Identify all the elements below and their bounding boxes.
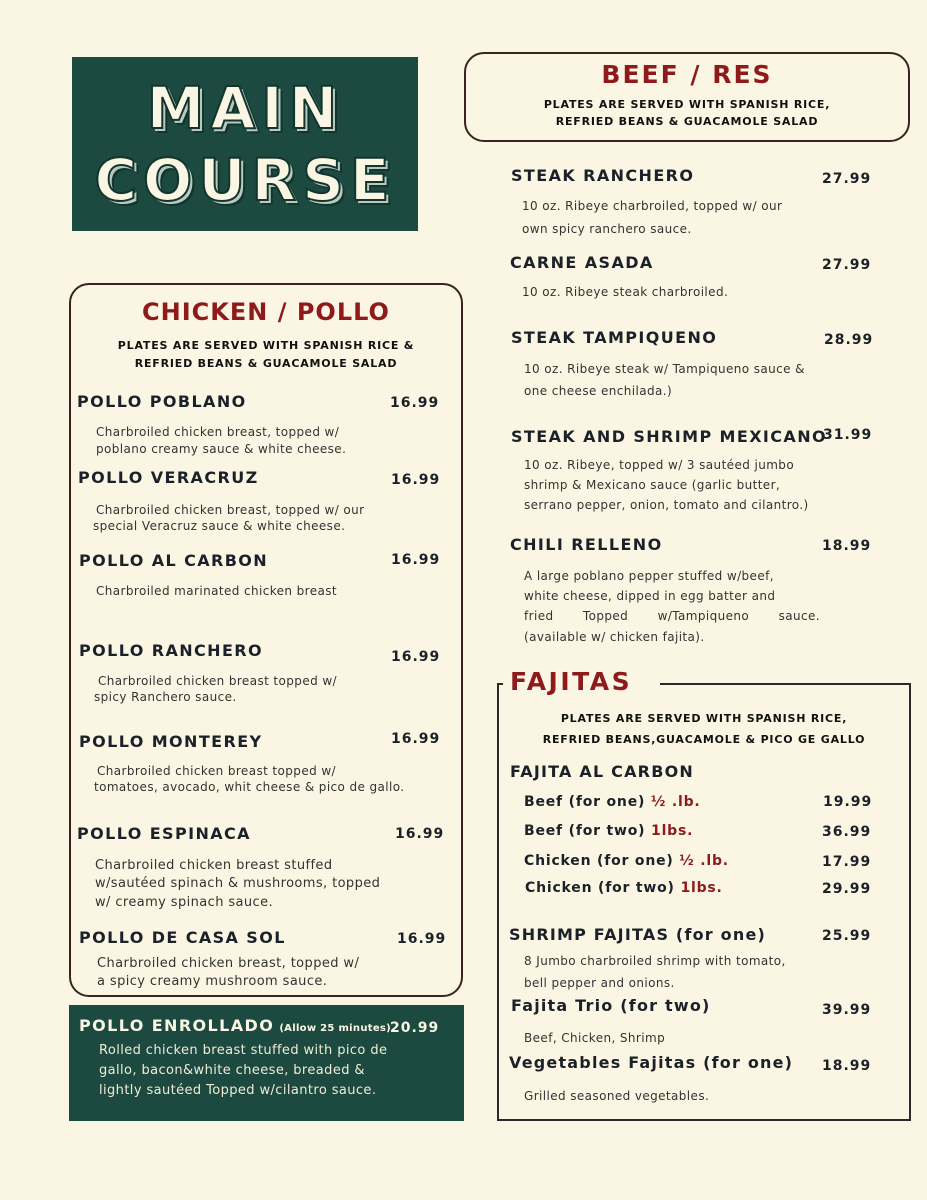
chicken-note-line-2: REFRIED BEANS & GUACAMOLE SALAD xyxy=(134,357,398,370)
fajita-option-label: Beef (for one) xyxy=(524,794,646,810)
menu-item-desc: Charbroiled chicken breast stuffed xyxy=(95,858,333,873)
fajitas-border-top-right xyxy=(660,683,911,685)
menu-item-name: POLLO POBLANO xyxy=(77,392,247,411)
menu-item-desc: Charbroiled chicken breast topped w/ xyxy=(98,674,337,688)
fajita-option-label: Chicken (for two) xyxy=(525,880,675,896)
menu-item-name: Vegetables Fajitas (for one) xyxy=(509,1053,794,1072)
menu-item-price: 29.99 xyxy=(822,881,872,897)
menu-item-desc: shrimp & Mexicano sauce (garlic butter, xyxy=(524,478,781,492)
chicken-title: CHICKEN / POLLO xyxy=(142,298,390,326)
menu-item-price: 16.99 xyxy=(391,472,441,488)
menu-item-price: 27.99 xyxy=(822,171,872,187)
menu-item-name: CARNE ASADA xyxy=(510,253,654,272)
fajita-option-qty: 1lbs. xyxy=(651,823,694,839)
fajita-option-label: Chicken (for one) xyxy=(524,853,674,869)
menu-item-name: POLLO DE CASA SOL xyxy=(79,928,286,947)
menu-item-name: POLLO AL CARBON xyxy=(79,551,269,570)
menu-item-desc: white cheese, dipped in egg batter and xyxy=(524,589,776,603)
menu-item-price: 31.99 xyxy=(823,427,873,443)
menu-item-price: 25.99 xyxy=(822,928,872,944)
menu-item-price: 39.99 xyxy=(822,1002,872,1018)
menu-item-desc: (available w/ chicken fajita). xyxy=(524,630,705,644)
menu-item-name: FAJITA AL CARBON xyxy=(510,762,694,781)
menu-item-desc: Charbroiled chicken breast, topped w/ xyxy=(97,956,360,971)
menu-item-desc: tomatoes, avocado, whit cheese & pico de gallo. xyxy=(94,780,405,794)
menu-item-price: 28.99 xyxy=(824,332,874,348)
menu-item-name: STEAK TAMPIQUENO xyxy=(511,328,718,347)
menu-item-desc: Charbroiled chicken breast, topped w/ our xyxy=(96,503,365,517)
menu-item-desc: 10 oz. Ribeye, topped w/ 3 sautéed jumbo xyxy=(524,458,795,472)
menu-item-name: Fajita Trio (for two) xyxy=(511,996,711,1015)
fajita-option xyxy=(525,880,723,896)
menu-item-name: POLLO ESPINACA xyxy=(77,824,251,843)
fajitas-title: FAJITAS xyxy=(506,667,636,696)
fajita-option-qty: ½ .lb. xyxy=(650,794,701,810)
menu-item-desc: bell pepper and onions. xyxy=(524,976,675,990)
menu-item-price: 17.99 xyxy=(822,854,872,870)
menu-item-price: 36.99 xyxy=(822,824,872,840)
title-line-1: MAIN xyxy=(146,74,344,142)
fajita-option xyxy=(524,853,729,869)
chicken-note-line-1: PLATES ARE SERVED WITH SPANISH RICE & xyxy=(117,339,415,352)
menu-item-name: STEAK RANCHERO xyxy=(511,166,695,185)
menu-item-desc: Rolled chicken breast stuffed with pico de xyxy=(99,1043,388,1058)
menu-item-price: 18.99 xyxy=(822,1058,872,1074)
menu-item-desc: 10 oz. Ribeye steak w/ Tampiqueno sauce & xyxy=(524,362,805,376)
menu-item-desc: one cheese enchilada.) xyxy=(524,384,673,398)
fajita-option xyxy=(524,794,701,810)
menu-item-desc: lightly sautéed Topped w/cilantro sauce. xyxy=(99,1083,377,1098)
menu-item-price: 27.99 xyxy=(822,257,872,273)
menu-item-price: 20.99 xyxy=(390,1020,440,1036)
menu-item-name: STEAK AND SHRIMP MEXICANO xyxy=(511,427,828,446)
beef-note-line-2: REFRIED BEANS & GUACAMOLE SALAD xyxy=(555,115,819,128)
menu-item-name: POLLO VERACRUZ xyxy=(78,468,259,487)
menu-item-name: CHILI RELLENO xyxy=(510,535,663,554)
fajita-option-label: Beef (for two) xyxy=(524,823,646,839)
menu-item-desc: fried Topped w/Tampiqueno sauce. xyxy=(524,609,820,623)
menu-item-name: POLLO RANCHERO xyxy=(79,641,263,660)
menu-item-name: POLLO MONTEREY xyxy=(79,732,263,751)
menu-item-desc: w/ creamy spinach sauce. xyxy=(95,895,274,910)
menu-item-price: 16.99 xyxy=(390,395,440,411)
fajita-option-qty: 1lbs. xyxy=(680,880,723,896)
beef-title: BEEF / RES xyxy=(601,60,773,89)
menu-item-name: SHRIMP FAJITAS (for one) xyxy=(509,925,767,944)
fajita-option-qty: ½ .lb. xyxy=(679,853,729,869)
menu-item-desc: poblano creamy sauce & white cheese. xyxy=(96,442,347,456)
pollo-enrollado-box xyxy=(69,1005,464,1121)
menu-item-desc: own spicy ranchero sauce. xyxy=(522,222,692,236)
menu-item-desc: Charbroiled chicken breast, topped w/ xyxy=(96,425,340,439)
menu-item-name: POLLO ENROLLADO xyxy=(79,1016,275,1035)
menu-item-desc: w/sautéed spinach & mushrooms, topped xyxy=(95,876,381,891)
menu-item-desc: Charbroiled marinated chicken breast xyxy=(96,584,338,598)
menu-item-desc: A large poblano pepper stuffed w/beef, xyxy=(524,569,774,583)
menu-item-price: 16.99 xyxy=(391,552,441,568)
menu-item-price: 16.99 xyxy=(397,931,447,947)
main-course-title-block xyxy=(72,57,418,231)
menu-item-desc: Charbroiled chicken breast topped w/ xyxy=(97,764,336,778)
menu-item-desc: a spicy creamy mushroom sauce. xyxy=(97,974,328,989)
menu-item-desc: 10 oz. Ribeye charbroiled, topped w/ our xyxy=(522,199,783,213)
menu-item-price: 16.99 xyxy=(391,649,441,665)
fajita-option xyxy=(524,823,693,839)
menu-item-desc: Beef, Chicken, Shrimp xyxy=(524,1031,666,1045)
menu-item-desc: serrano pepper, onion, tomato and cilantro.) xyxy=(524,498,809,512)
enrollado-time-note: (Allow 25 minutes) xyxy=(279,1023,392,1034)
menu-item-desc: 8 Jumbo charbroiled shrimp with tomato, xyxy=(524,954,786,968)
menu-item-price: 16.99 xyxy=(395,826,445,842)
fajitas-note-line-2: REFRIED BEANS,GUACAMOLE & PICO GE GALLO xyxy=(542,733,866,746)
menu-item-price: 19.99 xyxy=(823,794,873,810)
beef-note-line-1: PLATES ARE SERVED WITH SPANISH RICE, xyxy=(543,98,831,111)
menu-item-desc: gallo, bacon&white cheese, breaded & xyxy=(99,1063,365,1078)
menu-item-desc: 10 oz. Ribeye steak charbroiled. xyxy=(522,285,729,299)
menu-item-desc: special Veracruz sauce & white cheese. xyxy=(93,519,346,533)
fajitas-border-top-left xyxy=(497,683,503,685)
fajitas-note-line-1: PLATES ARE SERVED WITH SPANISH RICE, xyxy=(560,712,848,725)
enrollado-heading xyxy=(79,1016,391,1035)
menu-item-desc: Grilled seasoned vegetables. xyxy=(524,1089,710,1103)
menu-item-price: 18.99 xyxy=(822,538,872,554)
menu-item-price: 16.99 xyxy=(391,731,441,747)
menu-item-desc: spicy Ranchero sauce. xyxy=(94,690,237,704)
title-line-2: COURSE xyxy=(94,146,396,214)
